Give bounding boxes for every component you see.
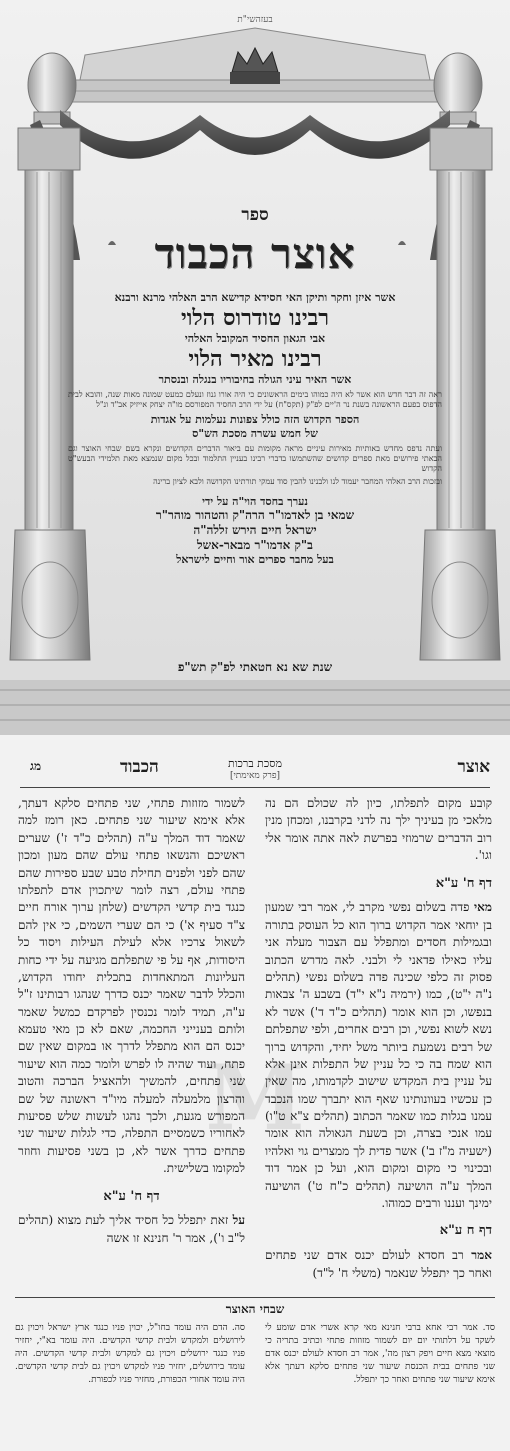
supra-heading: בעזהשי"ת (237, 15, 273, 25)
father-name: רבינו מאיר הלוי (188, 345, 322, 372)
daf-heading: דף ח' ע"א (103, 1188, 160, 1204)
editor-name: שמאי בן לאדמו"ר הרה"ק והטהור מוהר"ר (155, 508, 355, 523)
commentary-columns (15, 1322, 495, 1443)
prayer-paragraph: ובזכות הרב האלהי המחבר יעמוד לנו ולבנינו להבין סוד עמקי תורתינו הקדושה ולבא לציון ברינה (153, 476, 442, 486)
editor-works: בעל מחבר ספרים אור וחיים לישראל (176, 553, 334, 567)
paragraph (265, 1247, 492, 1282)
left-column (18, 795, 245, 1253)
paragraph (265, 899, 492, 1212)
crown (230, 48, 280, 84)
daf-heading: דף ח' ע"א (435, 875, 492, 891)
father-intro: אבי הגאון החסיד המקובל האלהי (184, 332, 326, 345)
left-urn (28, 53, 76, 124)
commentary-box (15, 1297, 495, 1443)
header-tractate-name: מסכת ברכות (228, 757, 282, 770)
added-paragraph: ועתה נדפס מחדש באותיות מאירות עיניים מראה מקומות עם ביאור הדברים הקדושים ונקרא בשם שבחי האוצר וגם הבאתי פירושים מאת ספרים קדושים שהשתמשו בדברי רבינו בעניין התלמוד ובכל מקום שנמצא מאת תלמידי הבעש"ט הקדוש (68, 443, 442, 473)
header-tractate (10, 757, 500, 781)
lead-word: מאי (474, 900, 492, 915)
page-number: מג (30, 759, 42, 773)
page-header (10, 757, 500, 785)
right-column (265, 795, 492, 1288)
paragraph: קובע מקום לתפלתו, כיון לה שכולם הם נה מלאכי מן בעיניך ילך נה לדני בקרבנו, ומכחן מנין רוב הדברים שרמוזי בפרשת לאה אתה אומר אלי וגו'. (265, 796, 492, 863)
author-intro: אשר איזן וחקר ותיקן האי חסידא קדישא הרב האלהי מרנא ורבנא (114, 290, 396, 304)
paragraph-text: זאת יתפלל כל חסיד אליך לעת מצוא (תהלים ל"ב ו'), אמר ר' חנינא זו אשה (18, 1213, 245, 1245)
history-paragraph: ראה זה דבר חדש הוא אשר לא היה כמוהו בימים הראשונים כי היה אורו גנוז ונעלם כמעט שמונה מאות שנה, והובא לבית הדפוס בפעם הראשונה בשנת נר ה'יים לפ"ק (תקס"ח) על ידי הרב החסיד המפורסם מו"ה יצחק אייזיק אב"ד ונ"ל (68, 390, 442, 409)
text-page (0, 735, 510, 1451)
paragraph-text: פדה בשלום נפשי מקרב לי, אמר רבי שמעון בן יוחאי אמר הקדוש ברוך הוא כל העוסק בתורה ובגמילות חסדים ומתפלל עם הצבור מעלה אני עליו כאילו פדאני לי ולבני. לאה מדרש הכתוב פסוק זה כלפי שכינה פדה בשלום נפשי (תהלים נ"ה י"ט), כמו (ירמיה נ"א י"ד) בשבע ה' צבאות בנפשו, וכן הוא אומר (תהלים כ"ד ד') אשר לא נשא לשוא נפשי, וכן רבים אחרים, ולפי שתפלתם של רבים נשמעת ביותר משל יחיד, והקדוש ברוך הוא שמח בה כי כל עניין של התפלות אינן אלא על עניין בית המקדש שישוב לקדמותו, מה שאין כן עכשיו בעוונותינו שאף הוא יתברך שמו הנכבד עמנו בגלות כמו שאמר הכתוב (תהלים צ"א ט"ו) עמו אנכי בצרה, וכן בשעת הגאולה הוא אומר (ישעיה מ"ז ב') אשר פדית לך ממצרים גוי ואלהיו ובכינוי כי מקום ומקום הוא, ועל כן אמר דוד המלך ע"ה הושיעה (תהלים כ"ח ט') הושיעה ימינך ועננו ורבים כמוהו. (265, 900, 492, 1211)
paragraph-text: רב חסדא לעולם יכנס אדם שני פתחים ואחר כך יתפלל שנאמר (משלי ח' ל"ד) (265, 1248, 492, 1280)
author-name: רבינו טודרוס הלוי (180, 304, 330, 331)
commentary-right: סד. אמר רבי אחא ברבי חנינא מאי קרא אשרי אדם שומע לי לשקד על דלתותי יום יום לשמור מזוזות פתחי וכתיב בתריה כי מוצאי מצא חיים ויפק רצון מה', אמר רב חסדא לעולם יכנס אדם שני פתחים בבית הכנסת שיעור שני פתחים סלקא דעתך אלא אימא שיעור שני פתחים ואחר כך יתפלל. (265, 1323, 495, 1386)
editor-title: ב"ק אדמו"ר מבאר-אשל (197, 538, 313, 553)
title-block (60, 205, 450, 567)
lead-word: אמר (471, 1248, 492, 1263)
daf-heading: דף ח ע"א (439, 1223, 492, 1239)
paragraph (18, 1212, 245, 1247)
header-chapter: [פרק מאימתי] (229, 771, 281, 781)
watermark-logo: M (205, 1045, 305, 1151)
section-subtitle: של חמש עשרה מסכת הש"ס (192, 426, 318, 440)
lead-word: על (232, 1213, 245, 1228)
right-urn (434, 53, 482, 124)
father-description: אשר האיר עיני הגולה בחיבוריו בנגלה ובנסתר (158, 373, 352, 387)
header-rule (20, 787, 490, 788)
book-title: אוצר הכבוד (154, 229, 356, 279)
commentary-left: סה. הדם היה עומד בחו"ל, יכוין פניו כנגד ארץ ישראל ויכוין גם לירושלים ולמקדש ולבית קדשי הקדשים. היה עומד בא"י, יחזיר פניו כנגד ירושלים ויכוין גם למקדש ולבית קדשי הקדשים. היה עומד בירושלים, יחזיר פניו למקדש ויכוין גם לבית קדשי הקדשים. היה עומד אחורי הכפורת, מחזיר פניו לכפורת. (15, 1323, 245, 1386)
section-title: הספר הקדוש הזה כולל צפונות נעלמות על אגדות (150, 413, 360, 426)
publication-year: שנת שא נא חטאתי לפ"ק תש"פ (177, 660, 333, 674)
editor-father: ישראל חיים הירש זללה"ה (193, 523, 317, 538)
paragraph: לשמור מזוזות פתחי, שני פתחים סלקא דעתך, אלא אימא שיעור שני פתחים. כאן רומז למה שאמר דוד המלך ע"ה (תהלים כ"ד ז') שערים ראשיכם והנשאו פתחי עולם שהם מעון ומכון שהם לפני ולפנים תחילת טבע שבע ספירות שהם פתחי עולם, רצה לומר שיתכוין אדם לתפלתו כנגד בית קדשי הקדשים (שלחן ערוך אורח חיים צ"ד סעיף א') כי הם שערי השמים, כי אין להם לשאול צרכיו אלא לעילת העילות ויסוד כל היסודות, אף על פי שתפלתם מגיעה על ידי כחות העליונות המתאחדות בתכלית יחודו הקדוש, והכלל לדבר שאמר יכנס כדרך שנהגו רבותינו ז"ל ע"ה, תמיד לומר נכנסין לפרקדם כמשל שאמר ולותם בענייני החכמה, שאם לא כן מאי טעמא יכנס הם הוא מתפלל לדרך או במקום שאין שם פתח, ועוד שהיה לו לפרש ולומר כמה הוא שיעור שני פתחים, להמשיך ולהאציל הברכה והטוב והרצון מלמעלה למעלה מיו"ד ראשונה של שם המפורש מגעת, ולכך נהגו לעשות שלש פסיעות לאחוריו כשמסיים התפלה, כדי לגלות שיעור שני פתחים כדרך אשר לא, כן בשני פסיעות וחוזר למקומו בשלישית. (18, 796, 245, 1176)
toiled-by: נערך בחסד הוי"ה על ידי (202, 494, 308, 508)
commentary-title: שבחי האוצר (225, 1302, 285, 1316)
header-left-title: הכבוד (120, 757, 159, 777)
header-right-title: אוצר (457, 757, 490, 777)
sefer-label: ספר (241, 205, 269, 225)
